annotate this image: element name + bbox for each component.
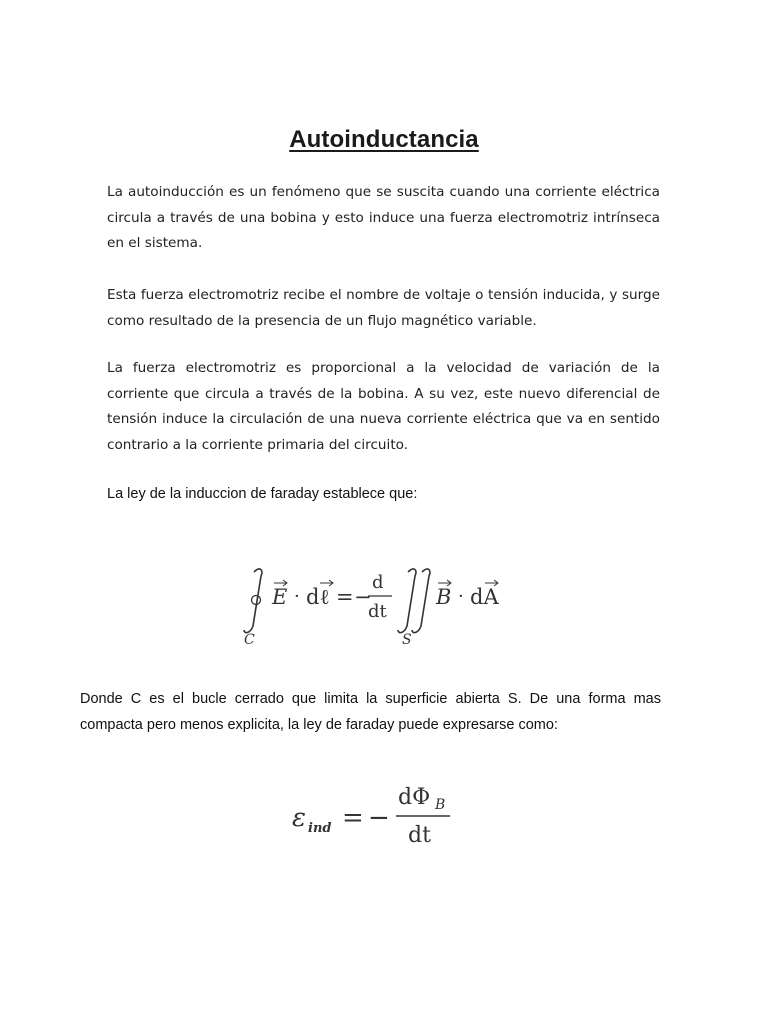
page-title: Autoinductancia xyxy=(289,126,479,153)
faraday-law-intro: La ley de la induccion de faraday establece que: xyxy=(107,486,418,502)
paragraph-proporcional: La fuerza electromotriz es proporcional a la velocidad de variación de la corriente que circula a través de la bobina. A su vez, este nuevo diferencial de tensión induce la circulación de una nueva corriente eléctrica que va en sentido contrario a la corriente primaria del circuito. xyxy=(107,360,660,453)
minus-sign-2: − xyxy=(368,803,390,833)
numerator-subscript: B xyxy=(435,797,446,813)
surface-label: S xyxy=(402,632,412,648)
equals-sign-2: = xyxy=(342,803,364,833)
dot-operator-2: · xyxy=(458,586,464,607)
fraction-numerator-d: d xyxy=(372,572,384,593)
epsilon-symbol: ε xyxy=(292,803,306,833)
da-element: dA xyxy=(470,585,499,609)
paragraph-autoinduccion: La autoinducción es un fenómeno que se suscita cuando una corriente eléctrica circula a través de una bobina y esto induce una fuerza electromotriz intrínseca en el sistema. xyxy=(107,184,660,251)
contour-integral-sign xyxy=(244,569,262,633)
denominator-dt: dt xyxy=(408,823,431,848)
minus-sign: − xyxy=(354,585,372,609)
double-integral-sign-1 xyxy=(398,569,416,633)
equals-sign: = xyxy=(336,585,354,609)
vector-b: B xyxy=(436,585,452,609)
vector-e: E xyxy=(272,585,288,609)
dot-operator: · xyxy=(294,586,300,607)
epsilon-subscript: ind xyxy=(308,821,332,836)
loop-label: C xyxy=(244,632,255,648)
faraday-integral-formula xyxy=(236,560,516,652)
numerator-dphi: dΦ xyxy=(398,785,431,810)
dl-element: dℓ xyxy=(306,585,330,609)
faraday-integral-svg xyxy=(236,560,516,652)
faraday-compact-formula xyxy=(290,780,470,850)
paragraph-donde: Donde C es el bucle cerrado que limita la superficie abierta S. De una forma mas compacta pero menos explicita, la ley de faraday puede expresarse como: xyxy=(80,691,661,733)
paragraph-fuerza-electromotriz: Esta fuerza electromotriz recibe el nombre de voltaje o tensión inducida, y surge como resultado de la presencia de un flujo magnético variable. xyxy=(107,287,660,329)
fraction-denominator-dt: dt xyxy=(368,601,387,622)
faraday-compact-svg xyxy=(290,780,470,850)
